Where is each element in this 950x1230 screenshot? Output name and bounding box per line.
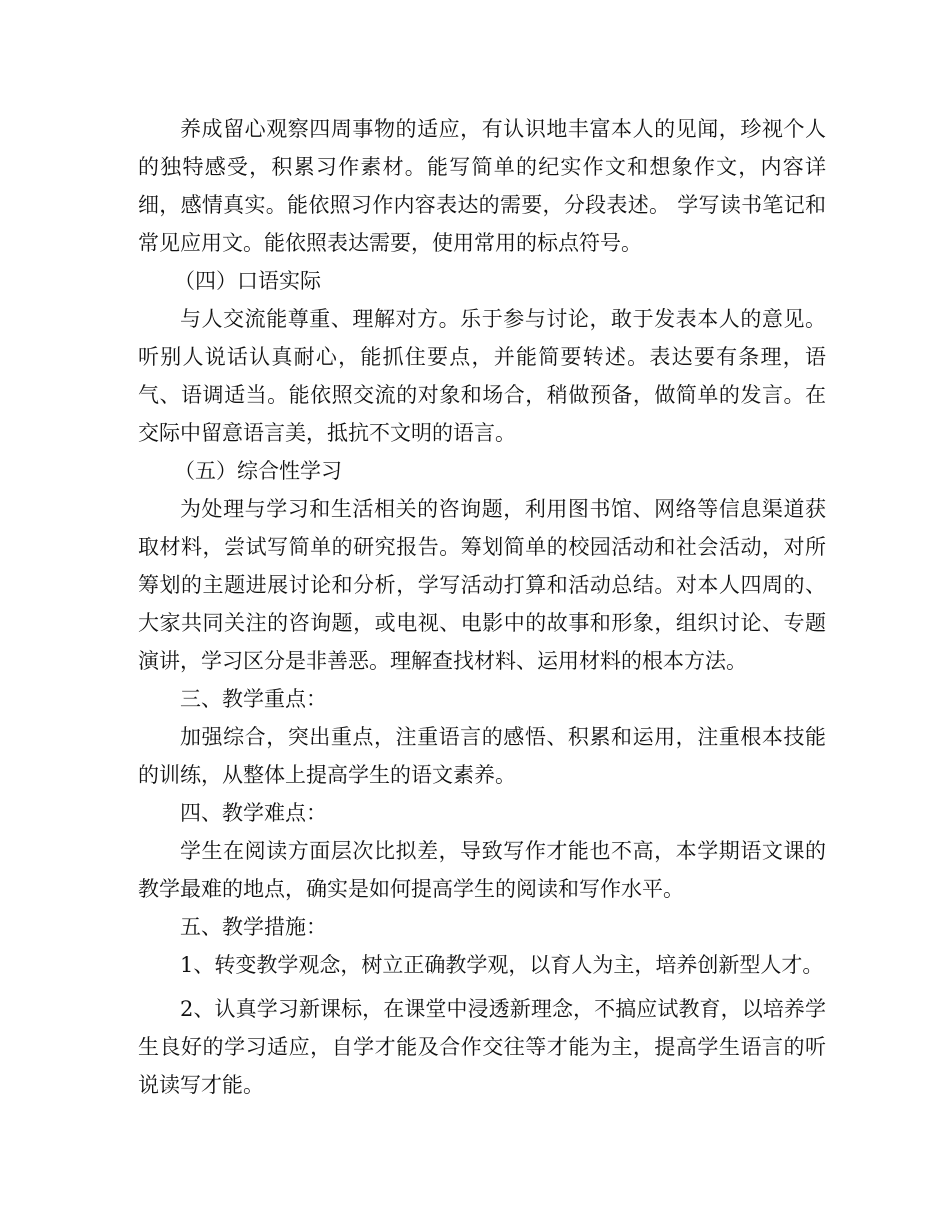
section-heading-teaching-focus: 三、教学重点： [180, 687, 327, 711]
paragraph-measure-1: 1、转变教学观念，树立正确教学观，以育人为主，培养创新型人才。 [180, 953, 824, 977]
section-heading-oral-practice: （四）口语实际 [174, 269, 321, 293]
document-body [138, 110, 826, 1104]
section-heading-teaching-difficulty: 四、教学难点： [180, 801, 327, 825]
section-heading-comprehensive-learning: （五）综合性学习 [174, 459, 342, 483]
paragraph-writing-habits: 养成留心观察四周事物的适应，有认识地丰富本人的见闻，珍视个人的独特感受，积累习作素材。能写简单的纪实作文和想象作文，内容详细，感情真实。能依照习作内容表达的需要，分段表述。 学写读书笔记和常见应用文。能依照表达需要，使用常用的标点符号。 [138, 117, 826, 255]
section-heading-teaching-measures: 五、教学措施： [180, 915, 327, 939]
paragraph-measure-2: 2、认真学习新课标，在课堂中浸透新理念，不搞应试教育，以培养学生良好的学习适应，自学才能及合作交往等才能为主，提高学生语言的听说读写才能。 [138, 997, 826, 1097]
paragraph-teaching-focus: 加强综合，突出重点，注重语言的感悟、积累和运用，注重根本技能的训练，从整体上提高学生的语文素养。 [138, 725, 826, 787]
paragraph-teaching-difficulty: 学生在阅读方面层次比拟差，导致写作才能也不高，本学期语文课的教学最难的地点，确实是如何提高学生的阅读和写作水平。 [138, 839, 826, 901]
paragraph-comprehensive-learning: 为处理与学习和生活相关的咨询题，利用图书馆、网络等信息渠道获取材料，尝试写简单的研究报告。筹划简单的校园活动和社会活动，对所筹划的主题进展讨论和分析，学写活动打算和活动总结。对本人四周的、大家共同关注的咨询题，或电视、电影中的故事和形象，组织讨论、专题演讲，学习区分是非善恶。理解查找材料、运用材料的根本方法。 [138, 497, 826, 673]
paragraph-oral-communication: 与人交流能尊重、理解对方。乐于参与讨论，敢于发表本人的意见。听别人说话认真耐心，能抓住要点，并能简要转述。表达要有条理，语气、语调适当。能依照交流的对象和场合，稍做预备，做简单的发言。在交际中留意语言美，抵抗不文明的语言。 [138, 307, 826, 445]
